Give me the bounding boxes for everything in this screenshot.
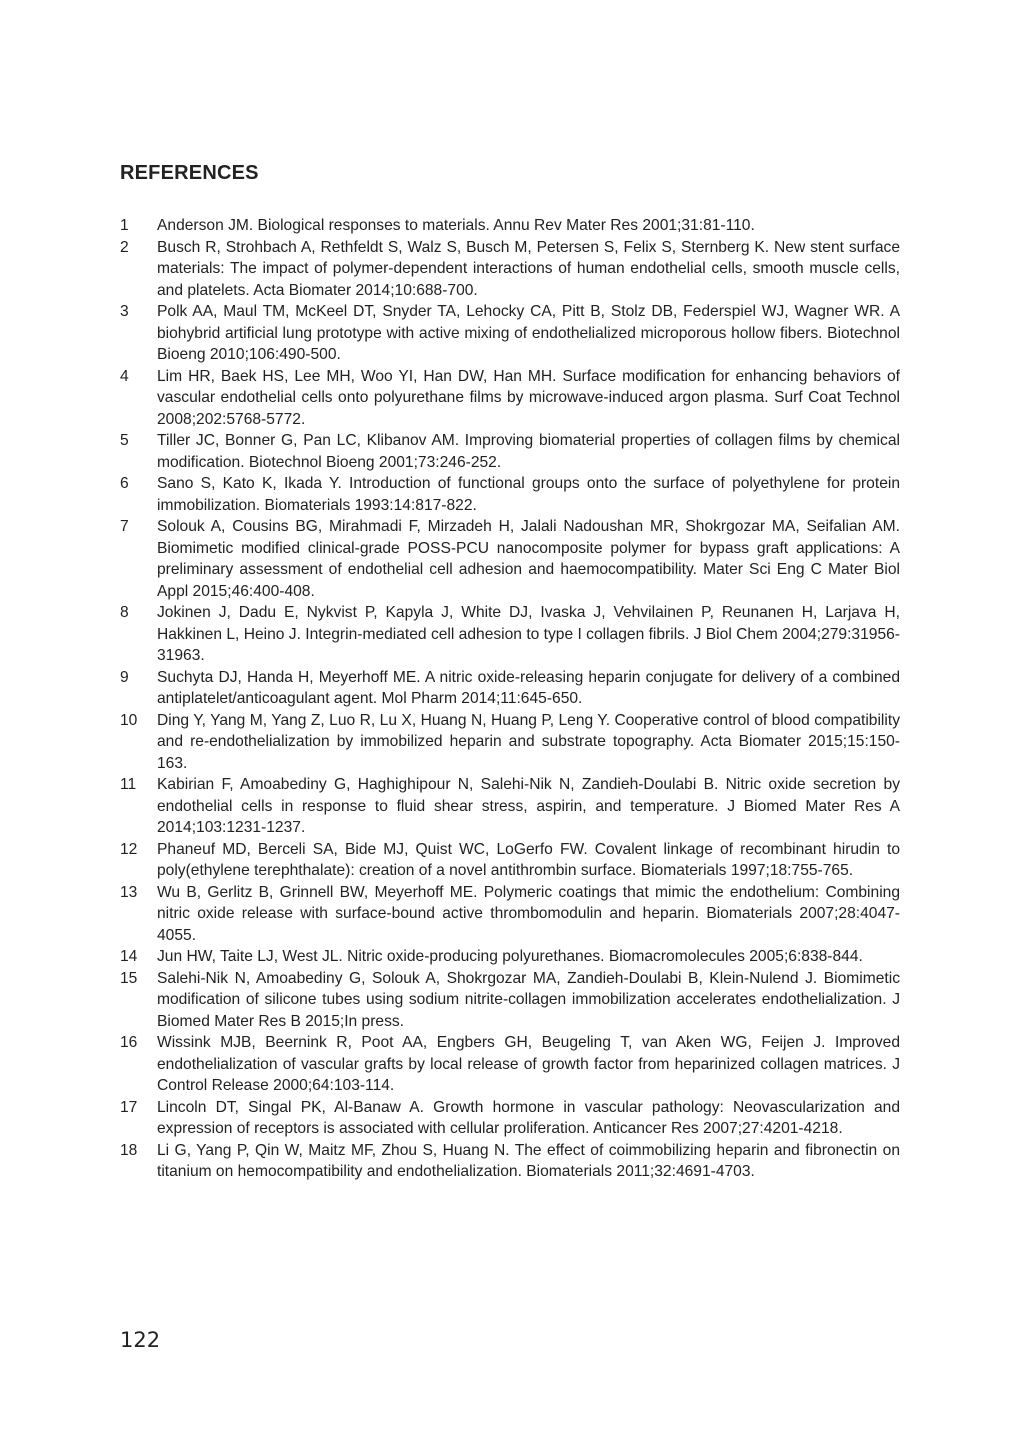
reference-item	[120, 301, 900, 366]
reference-text: Solouk A, Cousins BG, Mirahmadi F, Mirzadeh H, Jalali Nadoushan MR, Shokrgozar MA, Seifalian AM. Biomimetic modified clinical-grade POSS-PCU nanocomposite polymer for bypass graft applications: A preliminary assessment of endothelial cell adhesion and haemocompatibility. Mater Sci Eng C Mater Biol Appl 2015;46:400-408.	[157, 518, 900, 600]
reference-item	[120, 667, 900, 710]
reference-text: Salehi-Nik N, Amoabediny G, Solouk A, Shokrgozar MA, Zandieh-Doulabi B, Klein-Nulend J. Biomimetic modification of silicone tubes using sodium nitrite-collagen immobilization accelerates endothelialization. J Biomed Mater Res B 2015;In press.	[157, 969, 900, 1030]
reference-item	[120, 774, 900, 839]
reference-number: 4	[120, 367, 129, 385]
page-title: REFERENCES	[120, 162, 259, 184]
page-number: 122	[120, 1328, 161, 1352]
reference-item	[120, 710, 900, 775]
reference-item	[120, 1032, 900, 1097]
reference-list	[120, 215, 900, 1183]
reference-text: Wissink MJB, Beernink R, Poot AA, Engbers GH, Beugeling T, van Aken WG, Feijen J. Improved endothelialization of vascular grafts by local release of growth factor from heparinized collagen matrices. J Control Release 2000;64:103-114.	[157, 1034, 900, 1094]
reference-text: Jokinen J, Dadu E, Nykvist P, Kapyla J, White DJ, Ivaska J, Vehvilainen P, Reunanen H, Larjava H, Hakkinen L, Heino J. Integrin-mediated cell adhesion to type I collagen fibrils. J Biol Chem 2004;279:31956-31963.	[157, 604, 900, 664]
reference-item	[120, 237, 900, 302]
reference-item	[120, 602, 900, 667]
reference-item	[120, 473, 900, 516]
reference-item	[120, 430, 900, 473]
reference-text: Tiller JC, Bonner G, Pan LC, Klibanov AM. Improving biomaterial properties of collagen films by chemical modification. Biotechnol Bioeng 2001;73:246-252.	[157, 432, 900, 471]
reference-number: 3	[120, 303, 129, 320]
reference-text: Ding Y, Yang M, Yang Z, Luo R, Lu X, Huang N, Huang P, Leng Y. Cooperative control of blood compatibility and re-endothelialization by immobilized heparin and substrate topography. Acta Biomater 2015;15:150-163.	[157, 711, 900, 772]
reference-item	[120, 1097, 900, 1140]
reference-item	[120, 366, 900, 431]
reference-number: 15	[120, 969, 138, 987]
reference-text: Suchyta DJ, Handa H, Meyerhoff ME. A nitric oxide-releasing heparin conjugate for delivery of a combined antiplatelet/anticoagulant agent. Mol Pharm 2014;11:645-650.	[157, 668, 900, 707]
reference-item	[120, 516, 900, 602]
reference-text: Lincoln DT, Singal PK, Al-Banaw A. Growth hormone in vascular pathology: Neovascularization and expression of receptors is associated with cellular proliferation. Anticancer Res 2007;27:4201-4218.	[157, 1098, 900, 1137]
reference-number: 5	[120, 432, 129, 449]
reference-number: 8	[120, 604, 129, 621]
reference-text: Anderson JM. Biological responses to materials. Annu Rev Mater Res 2001;31:81-110.	[157, 217, 755, 234]
reference-number: 13	[120, 883, 138, 901]
reference-number: 2	[120, 238, 129, 256]
reference-number: 7	[120, 518, 129, 535]
reference-text: Lim HR, Baek HS, Lee MH, Woo YI, Han DW, Han MH. Surface modification for enhancing behaviors of vascular endothelial cells onto polyurethane films by microwave-induced argon plasma. Surf Coat Technol 2008;202:5768-5772.	[157, 367, 900, 428]
reference-number: 16	[120, 1034, 138, 1051]
reference-number: 10	[120, 711, 138, 729]
reference-number: 17	[120, 1098, 138, 1116]
reference-item	[120, 968, 900, 1033]
reference-text: Jun HW, Taite LJ, West JL. Nitric oxide-producing polyurethanes. Biomacromolecules 2005;6:838-844.	[157, 948, 863, 965]
reference-item	[120, 839, 900, 882]
reference-text: Busch R, Strohbach A, Rethfeldt S, Walz S, Busch M, Petersen S, Felix S, Sternberg K. New stent surface materials: The impact of polymer-dependent interactions of human endothelial cells, smooth muscle cells, and platelets. Acta Biomater 2014;10:688-700.	[157, 238, 900, 299]
reference-text: Polk AA, Maul TM, McKeel DT, Snyder TA, Lehocky CA, Pitt B, Stolz DB, Federspiel WJ, Wagner WR. A biohybrid artificial lung prototype with active mixing of endothelialized microporous hollow fibers. Biotechnol Bioeng 2010;106:490-500.	[157, 303, 900, 363]
reference-number: 11	[120, 776, 137, 793]
reference-number: 6	[120, 475, 129, 492]
reference-text: Li G, Yang P, Qin W, Maitz MF, Zhou S, Huang N. The effect of coimmobilizing heparin and fibronectin on titanium on hemocompatibility and endothelialization. Biomaterials 2011;32:4691-4703.	[157, 1141, 900, 1180]
reference-number: 18	[120, 1141, 138, 1159]
reference-number: 14	[120, 948, 138, 965]
reference-item	[120, 882, 900, 947]
reference-number: 12	[120, 840, 138, 858]
reference-text: Sano S, Kato K, Ikada Y. Introduction of functional groups onto the surface of polyethylene for protein immobilization. Biomaterials 1993:14:817-822.	[157, 475, 900, 514]
reference-item	[120, 1140, 900, 1183]
reference-text: Phaneuf MD, Berceli SA, Bide MJ, Quist WC, LoGerfo FW. Covalent linkage of recombinant hirudin to poly(ethylene terephthalate): creation of a novel antithrombin surface. Biomaterials 1997;18:755-765.	[157, 840, 900, 879]
reference-text: Kabirian F, Amoabediny G, Haghighipour N, Salehi-Nik N, Zandieh-Doulabi B. Nitric oxide secretion by endothelial cells in response to fluid shear stress, aspirin, and temperature. J Biomed Mater Res A 2014;103:1231-1237.	[157, 776, 900, 836]
reference-text: Wu B, Gerlitz B, Grinnell BW, Meyerhoff ME. Polymeric coatings that mimic the endothelium: Combining nitric oxide release with surface-bound active thrombomodulin and heparin. Biomaterials 2007;28:4047-4055.	[157, 883, 900, 944]
reference-item	[120, 946, 900, 968]
reference-number: 9	[120, 668, 129, 686]
reference-number: 1	[120, 217, 129, 234]
reference-item	[120, 215, 900, 237]
